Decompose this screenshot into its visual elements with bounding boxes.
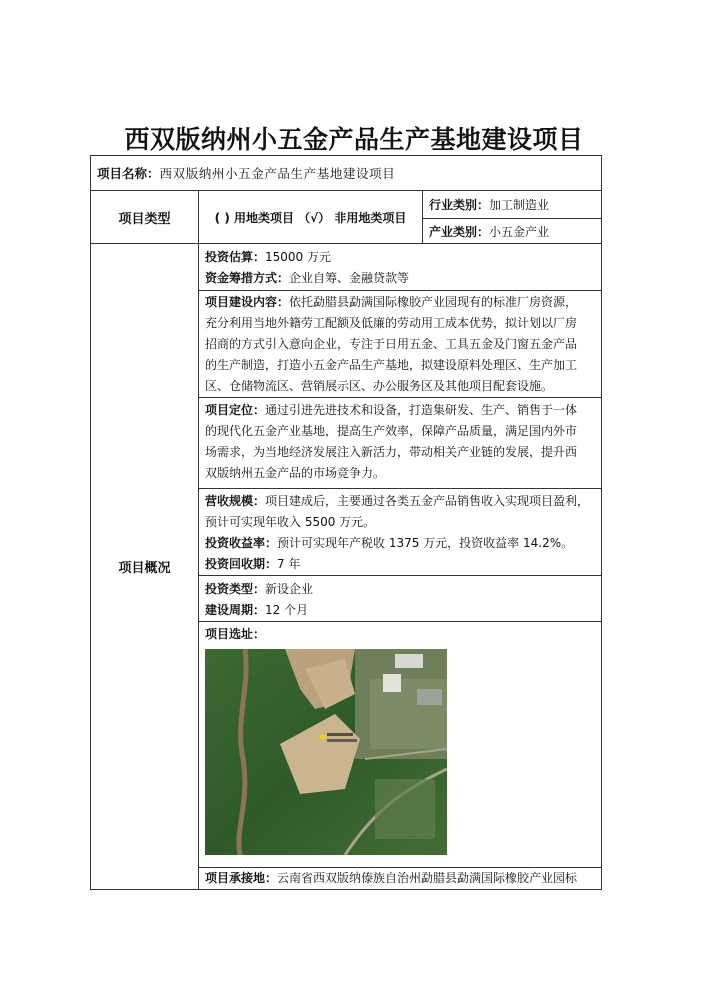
investment-label: 投资估算： bbox=[205, 250, 266, 264]
site-satellite-map-image bbox=[205, 649, 447, 855]
investment-value: 15000 万元 bbox=[265, 250, 332, 264]
funding-value: 企业自筹、金融贷款等 bbox=[289, 271, 410, 285]
project-name-label: 项目名称： bbox=[97, 166, 160, 181]
host-location-label: 项目承接地： bbox=[205, 871, 278, 885]
document-title: 西双版纳州小五金产品生产基地建设项目 bbox=[124, 125, 584, 154]
construction-period-label: 建设周期： bbox=[205, 603, 266, 617]
payback-value: 7 年 bbox=[277, 557, 301, 571]
return-rate-value: 预计可实现年产税收 1375 万元，投资收益率 14.2%。 bbox=[277, 536, 574, 550]
project-name-row bbox=[91, 156, 602, 191]
content-line-1: 充分利用当地外籍劳工配额及低廉的劳动用工成本优势，拟计划以厂房 bbox=[205, 316, 578, 330]
positioning-label: 项目定位： bbox=[205, 403, 266, 417]
invest-type-value: 新设企业 bbox=[265, 582, 314, 596]
industry-type-value: 小五金产业 bbox=[489, 224, 550, 239]
land-type-options: ( ) 用地类项目 （√） 非用地类项目 bbox=[199, 191, 423, 244]
project-overview-label: 项目概况 bbox=[91, 244, 199, 890]
invest-type-label: 投资类型： bbox=[205, 582, 266, 596]
content-line-3: 的生产制造，打造小五金产品生产基地，拟建设原料处理区、生产加工 bbox=[205, 358, 578, 372]
positioning-line-0: 通过引进先进技术和设备，打造集研发、生产、销售于一体 bbox=[265, 403, 578, 417]
construction-period-value: 12 个月 bbox=[265, 603, 309, 617]
content-line-2: 招商的方式引入意向企业，专注于日用五金、工具五金及门窗五金产品 bbox=[205, 337, 578, 351]
revenue-label: 营收规模： bbox=[205, 494, 266, 508]
positioning-line-3: 双版纳州五金产品的市场竞争力。 bbox=[205, 466, 386, 480]
construction-content-label: 项目建设内容： bbox=[205, 295, 290, 309]
positioning-line-2: 场需求，为当地经济发展注入新活力，带动相关产业链的发展，提升西 bbox=[205, 445, 578, 459]
funding-label: 资金筹措方式： bbox=[205, 271, 290, 285]
revenue-line-0: 项目建成后，主要通过各类五金产品销售收入实现项目盈利， bbox=[265, 494, 590, 508]
positioning-line-1: 的现代化五金产业基地，提高生产效率，保障产品质量，满足国内外市 bbox=[205, 424, 578, 438]
industry-category-value: 加工制造业 bbox=[489, 198, 550, 212]
host-location-value: 云南省西双版纳傣族自治州勐腊县勐满国际橡胶产业园标 bbox=[277, 871, 578, 885]
site-label: 项目选址： bbox=[205, 627, 266, 641]
revenue-line-1: 预计可实现年收入 5500 万元。 bbox=[205, 515, 376, 529]
overview-investment-row bbox=[91, 244, 602, 291]
content-line-0: 依托勐腊县勐满国际橡胶产业园现有的标准厂房资源， bbox=[289, 295, 578, 309]
industry-category-label: 行业类别： bbox=[429, 198, 490, 212]
project-type-label: 项目类型 bbox=[91, 191, 199, 244]
payback-label: 投资回收期： bbox=[205, 557, 278, 571]
project-type-row-1 bbox=[91, 191, 602, 219]
industry-type-label: 产业类别： bbox=[429, 224, 490, 239]
project-name-value: 西双版纳州小五金产品生产基地建设项目 bbox=[159, 166, 396, 181]
project-info-table bbox=[90, 155, 602, 890]
content-line-4: 区、仓储物流区、营销展示区、办公服务区及其他项目配套设施。 bbox=[205, 379, 554, 393]
return-rate-label: 投资收益率： bbox=[205, 536, 278, 550]
